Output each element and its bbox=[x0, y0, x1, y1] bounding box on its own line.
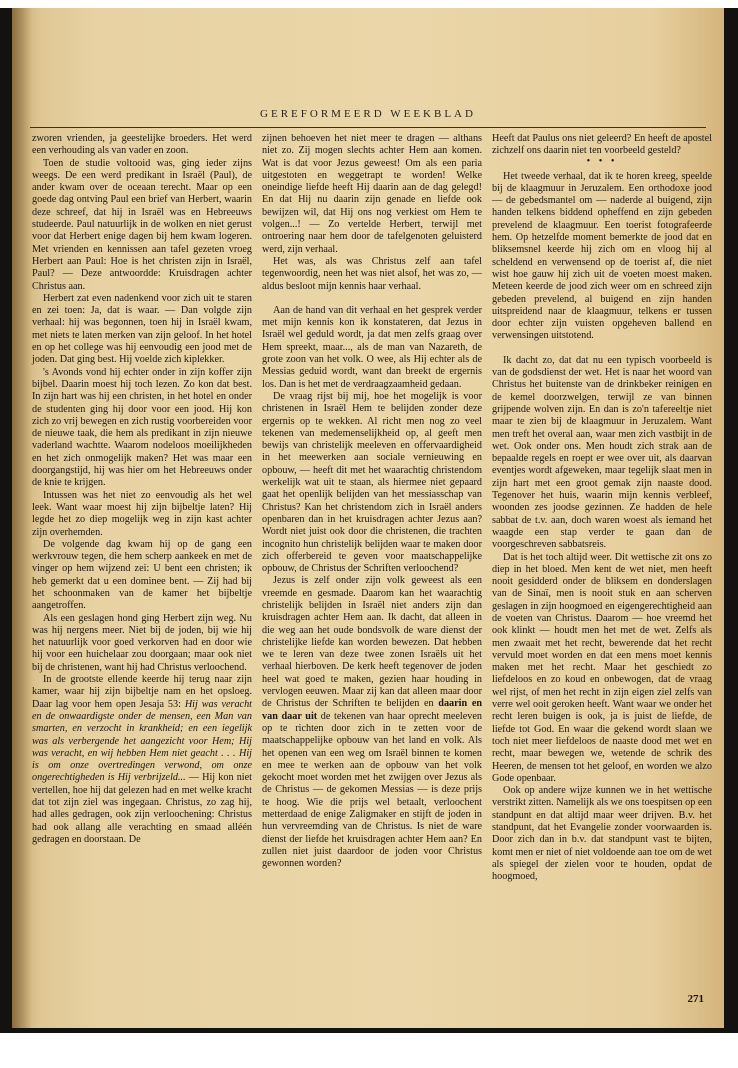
paragraph bbox=[492, 171, 712, 343]
paragraph-text: Het tweede verhaal, dat ik te horen kreeg, speelde bij de klaagmuur in Jeruzalem. Een orthodoxe jood — de gebedsmantel om — naderde al buigend, zijn handen telkens biddend opheffend en zijn gebeden prevelend de klaagmuur. Een toerist fotografeerde hem. Op hetzelfde moment bemerkte de jood dat en bliksemsnel keerde hij zich om en vloog hij al scheldend en verwensend op de toerist af, die niet wist hoe gauw hij zich uit de voeten moest maken. Meteen keerde de jood zich weer om en schreed zijn gebeden prevelend, al buigend en zijn handen uitspreidend naar de klaagmuur, telkens er tussen door echter zijn vuisten opgeheven ballend en verwensingen uitstotend. bbox=[492, 170, 712, 342]
paragraph bbox=[32, 674, 252, 846]
bold-phrase: daarin en van daar uit bbox=[262, 698, 483, 722]
paragraph bbox=[492, 155, 712, 167]
paragraph bbox=[32, 490, 252, 539]
paragraph bbox=[262, 256, 482, 293]
paragraph bbox=[262, 391, 482, 575]
paragraph-text: • • • bbox=[586, 155, 618, 167]
running-header: GEREFORMEERD WEEKBLAD bbox=[260, 108, 476, 120]
quoted-scripture: Hij was veracht en de onwaardigste onder de mensen, een Man van smarten, en verzocht in krankheid; en een iegelijk was als verbergende het aangezicht voor Hem; Hij was veracht, en wij hebben Hem niet geacht . . . Hij is om onze overtredingen verwond, om onze ongerechtigheden is Hij verbrijzeld... bbox=[32, 698, 253, 784]
magazine-page bbox=[12, 8, 724, 1028]
paragraph-text: Herbert zat even nadenkend voor zich uit te staren en zei toen: Ja, dat is waar. — Dan volgde zijn verhaal: hij was begonnen, toen hij in Israël kwam, met niets te laten merken van zijn geloof. In het hotel en op het college was hij eenvoudig een jood met de joden. Dat ging best. Hij voelde zich kiplekker. bbox=[32, 292, 252, 366]
paragraph bbox=[32, 367, 252, 490]
paragraph bbox=[262, 133, 482, 256]
paragraph-text: Ook op andere wijze kunnen we in het wettische verstrikt zitten. Namelijk als we ons toespitsen op een standpunt en dat altijd maar weer drijven. B.v. het standpunt, dat het Evangelie zonder voorwaarden is. Door zich dan in b.v. dat standpunt vast te bijten, komt men er niet of niet voldoende aan toe om de wet als spiegel der zielen voor te houden, opdat de hoogmoed, bbox=[492, 785, 712, 883]
paragraph bbox=[32, 133, 252, 158]
paragraph bbox=[492, 133, 712, 158]
paragraph bbox=[492, 355, 712, 552]
paragraph-text: De vraag rijst bij mij, hoe het mogelijk is voor christenen in Israël Hem te belijden zonder deze ergernis op te wekken. Al richt men nog zo veel tekenen van medemenselijkheid op, al geeft men bewijs van christelijk meeleven en offervaardigheid in het meewerken aan sociale vernieuwing en opbouw, — heeft dit met het waarachtig christendom werkelijk wat uit te staan, als hiermee niet gepaard gaat het openlijk belijden van het messiasschap van Christus? Kan het christendom zich in Israël anders openbaren dan in het kruisdragen achter Jezus aan? Wordt niet juist ook door die christenen, die trachten incognito hun christelijk belijden waar te maken door zich offerbereid te geven voor maatschappelijke opbouw, de Christus der Schriften verloochend? bbox=[262, 390, 482, 575]
paragraph-text: 's Avonds vond hij echter onder in zijn koffer zijn bijbel. Daarin moest hij toch lezen. Zo kon dat best. In zijn hart was hij een christen, in het hotel en onder de studenten ging hij door voor een jood. Hij kon zich zo vrij bewegen en zich rustig voorbereiden voor de nieuwe taak, die hem als predikant in zijn nieuwe vaderland wachtte. Waarom nodeloos moeilijkheden en het zich onmogelijk maken? Het was maar een doorgangstijd, hij was hier om het Hebreeuws onder de knie te krijgen. bbox=[32, 366, 252, 489]
paragraph bbox=[262, 305, 482, 391]
paragraph-text: Ik dacht zo, dat dat nu een typisch voorbeeld is van de godsdienst der wet. Het is naar het woord van Christus het buitenste van de drinkbeker reinigen en de kemel doorzwelgen, terwijl ze van binnen grijpende wolven zijn. En dan is zo'n tafereeltje niet maar te zien bij de klaagmuur in Jeruzalem. Want men treft het overal aan, waar men zich vastbijt in de wet. Ook onder ons. Men houdt zich strak aan de bepaalde regels en roept er wee over uit, als daarvan eventjes wordt afgeweken, maar tegelijk slaat men in zijn hart met een groot gemak zijn naaste dood. Tegenover het huis, waarin mijn kennis verbleef, woonden zes joodse gezinnen. Ze hadden de hele sabbat de t.v. aan, doch waren woest als iemand het waagde een stap verder te gaan dan de voorgeschreven sabbatsreis. bbox=[492, 354, 712, 551]
paragraph-text: Toen de studie voltooid was, ging ieder zijns weegs. De een werd predikant in Israël (Paul), de ander kwam over de oceaan terecht. Maar op een goede dag ontving Paul een brief van Herbert, waarin deze schreef, dat hij in Israël was en Hebreeuws studeerde. Paul natuurlijk in de wolken en niet gerust voor dat Herbert enige dagen bij hem kwam logeren. Met vrienden en kennissen aan tafel gezeten vroeg Herbert aan Paul: Hoe is het christen zijn in Israël, Paul? — Deze antwoordde: Kruisdragen achter Christus aan. bbox=[32, 157, 252, 292]
text-column-2 bbox=[262, 133, 482, 871]
page-number: 271 bbox=[687, 993, 704, 1005]
paragraph-text: Als een geslagen hond ging Herbert zijn weg. Nu was hij nergens meer. Niet bij de joden, bij wie hij het natuurlijk voor goed verkorven had en door wie hij voor een huichelaar zou doorgaan; maar ook niet bij de christenen, want hij had Christus verloochend. bbox=[32, 612, 252, 673]
paragraph bbox=[492, 785, 712, 883]
paragraph bbox=[262, 575, 482, 870]
paragraph-text: zijnen behoeven het niet meer te dragen — althans niet zo. Zij mogen slechts achter Hem aan komen. Wat is dat voor Jezus geweest! Om als een paria uitgestoten en weggetrapt te worden! Welke oneindige liefde heeft Hij daarin aan de dag gelegd! En dat Hij nu daarin zijn genade en liefde ook bewijzen wil, dat Hij ons nog verkiest om Hem te volgen...! — Zo vertelde Herbert, terwijl met ontroering naar hem door de tafelgenoten geluisterd werd, zijn verhaal. bbox=[262, 133, 482, 255]
paragraph-text: de tekenen van haar oprecht meeleven op te richten door zich in te zetten voor de maatschappelijke opbouw van het land en volk. Als het openen van een weg om Israël binnen te komen en mee te werken aan de opbouw van het volk gekocht moet worden met het zwijgen over Jezus als de Christus — de gekomen Messias — is deze prijs te hoog. Wie die prijs wel betaalt, verloochent metterdaad de enige Zaligmaker en stijft de joden in hun vervreemding van de Christus. Is niet de ware dienst der liefde het kruisdragen achter Hem aan? En zullen niet juist daardoor de joden voor Christus gewonnen worden? bbox=[262, 710, 482, 870]
paragraph bbox=[32, 539, 252, 613]
paragraph-text: zworen vrienden, ja geestelijke broeders. Het werd een verhouding als van vader en zoon. bbox=[32, 133, 252, 157]
paragraph bbox=[32, 158, 252, 293]
paragraph bbox=[32, 293, 252, 367]
paragraph-text: Intussen was het niet zo eenvoudig als het wel leek. Want waar moest hij zijn bijbeltje laten? Hij legde het zo diep mogelijk weg in zijn kast achter zijn overhemden. bbox=[32, 489, 252, 538]
paragraph bbox=[32, 613, 252, 674]
paragraph-text: Aan de hand van dit verhaal en het gesprek verder met mijn kennis kon ik konstateren, dat Jezus in Israël wel geduld wordt, ja dat men zelfs graag over Hem spreekt, maar..., als de man van Nazareth, de grote zoon van het volk. O wee, als Hij echter als de Messias geduid wordt, want dan breekt de ergernis los. Dan is het met de verdraagzaamheid gedaan. bbox=[262, 304, 482, 390]
paragraph-text: Jezus is zelf onder zijn volk geweest als een vreemde en gesmade. Daarom kan het waarachtig christelijk belijden in Israël niet anders zijn dan kruisdragen achter Hem aan. Ik dacht, dat alleen in die weg aan het oude bondsvolk de ware dienst der christelijke liefde kan worden bewezen. Dat hebben we te leren van deze twee zonen Israëls uit het verhaal hierboven. De kerk heeft tegenover de joden heel wat goed te maken, gezien haar houding in vervlogen eeuwen. Maar zij kan dat alleen maar door de Christus der Schriften te belijden en bbox=[262, 575, 482, 710]
paragraph-text: Dat is het toch altijd weer. Dit wettische zit ons zo diep in het bloed. Men kent de wet niet, men heeft nooit gesidderd onder de bliksem en donderslagen van de Sinaï, men is nooit stuk en aan scherven geslagen in zijn hoogmoed en eigengerechtigheid aan de voeten van Christus. Daarom — hoe vreemd het ook klinkt — houdt men het met de wet. Zelfs als men zwaait met het recht, bewerende dat het recht vervuld moet worden en dat een mens moet kennis maken met het recht. Maar het geschiedt zo liefdeloos en zo koud en onbewogen, dat de vraag wel rijst, of men het recht in zijn eigen ziel zelfs van verre wel ooit geroken heeft. Want waar we onder het recht leren buigen is ook, ja is juist de liefde, de liefde tot God. En waar die gekend wordt slaan we toch niet meer liefdeloos de naaste dood met wet en recht, maar bewegen we, wetende de schrik des Heeren, de mensen tot het geloof, en worden we alzo Gode openbaar. bbox=[492, 551, 712, 784]
paragraph-text: Het was, als was Christus zelf aan tafel tegenwoordig, neen het was niet alsof, het was zo, — aldus besloot mijn kennis haar verhaal. bbox=[262, 255, 482, 292]
paragraph bbox=[492, 552, 712, 786]
paragraph-text: — Hij kon niet vertellen, hoe hij dat gelezen had en met welke kracht dat tot zijn ziel was ingegaan. Christus, zo zag hij, had alles gedragen, ook zijn verloochening: Christus had ook allang alle verachting en smaad alléén gedragen en doorstaan. De bbox=[32, 772, 252, 845]
text-column-3 bbox=[492, 133, 712, 884]
text-column-1 bbox=[32, 133, 252, 846]
paragraph-text: De volgende dag kwam hij op de gang een werkvrouw tegen, die hem scherp aankeek en met de vinger op hem wijzend zei: U bent een christen; ik heb gemerkt dat u een dominee bent. — Zij had bij het schoonmaken van de kamer het bijbeltje aangetroffen. bbox=[32, 538, 252, 612]
page-gutter-shadow bbox=[12, 8, 32, 1028]
paragraph-text: In de grootste ellende keerde hij terug naar zijn kamer, waar hij zijn bijbeltje nam en het opsloeg. Daar lag voor hem open Jesaja 53: bbox=[32, 674, 252, 710]
paragraph-text: Heeft dat Paulus ons niet geleerd? En heeft de apostel zichzelf ons daarin niet ten voorbeeld gesteld? bbox=[492, 133, 712, 157]
header-rule bbox=[30, 127, 706, 128]
